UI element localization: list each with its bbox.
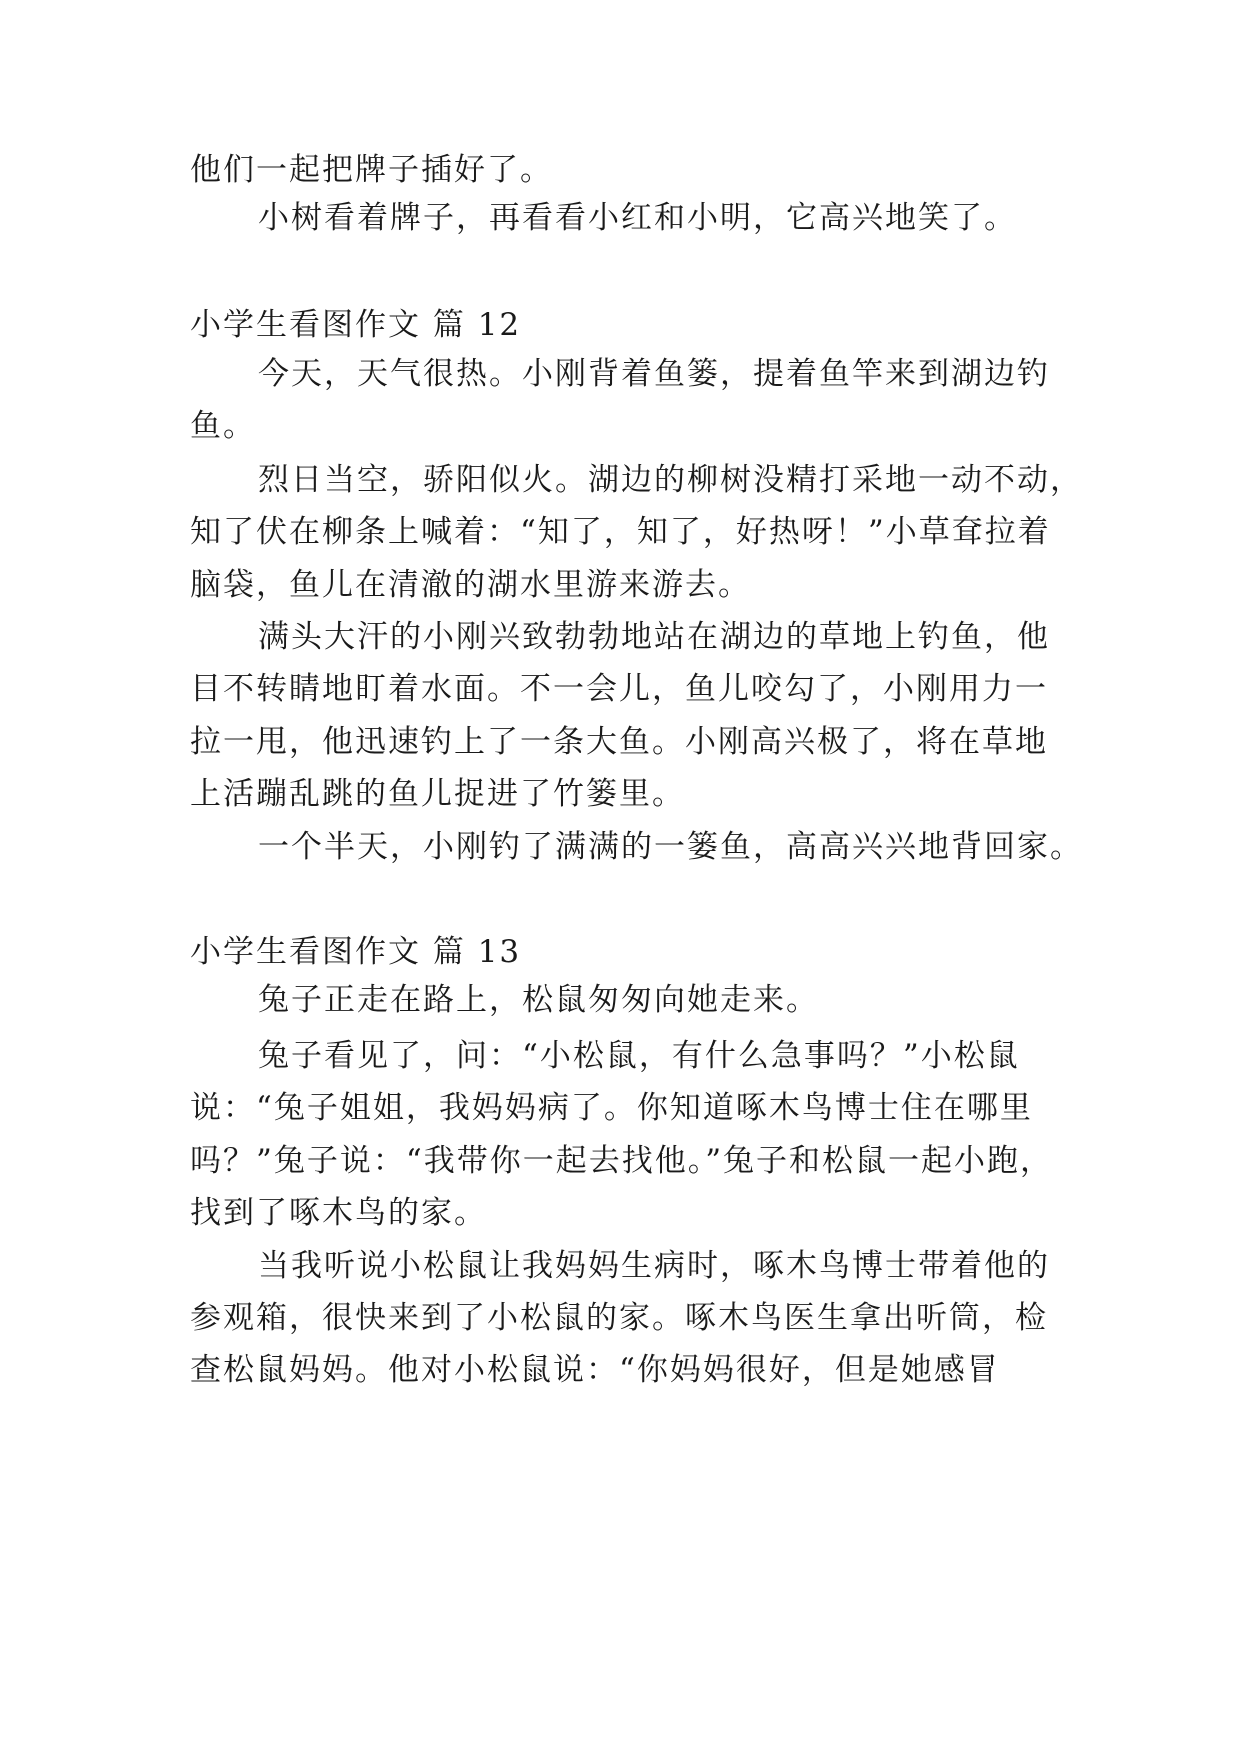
- text-line: 烈日当空，骄阳似火。湖边的柳树没精打采地一动不动，: [258, 462, 1083, 498]
- text-line: 知了伏在柳条上喊着：“知了，知了，好热呀！”小草耷拉着: [190, 514, 1051, 550]
- text-line: 满头大汗的小刚兴致勃勃地站在湖边的草地上钓鱼，他: [258, 619, 1050, 655]
- text-line: 找到了啄木鸟的家。: [190, 1195, 487, 1231]
- text-line: 今天，天气很热。小刚背着鱼篓，提着鱼竿来到湖边钓: [258, 356, 1050, 392]
- text-line: 当我听说小松鼠让我妈妈生病时，啄木鸟博士带着他的: [258, 1248, 1050, 1284]
- text-line: 吗？”兔子说：“我带你一起去找他。”兔子和松鼠一起小跑，: [190, 1143, 1054, 1179]
- text-line: 鱼。: [190, 408, 256, 444]
- text-line: 他们一起把牌子插好了。: [190, 152, 553, 188]
- text-line: 拉一甩，他迅速钓上了一条大鱼。小刚高兴极了，将在草地: [190, 724, 1048, 760]
- text-line: 小树看着牌子，再看看小红和小明，它高兴地笑了。: [258, 200, 1017, 236]
- text-line: 查松鼠妈妈。他对小松鼠说：“你妈妈很好，但是她感冒: [190, 1352, 1000, 1388]
- section-heading: 小学生看图作文 篇 13: [190, 934, 522, 970]
- text-line: 目不转睛地盯着水面。不一会儿，鱼儿咬勾了，小刚用力一: [190, 671, 1048, 707]
- text-line: 参观箱，很快来到了小松鼠的家。啄木鸟医生拿出听筒，检: [190, 1300, 1048, 1336]
- text-line: 一个半天，小刚钓了满满的一篓鱼，高高兴兴地背回家。: [258, 829, 1083, 865]
- text-line: 脑袋，鱼儿在清澈的湖水里游来游去。: [190, 567, 751, 603]
- text-line: 兔子正走在路上，松鼠匆匆向她走来。: [258, 982, 819, 1018]
- text-line: 说：“兔子姐姐，我妈妈病了。你知道啄木鸟博士住在哪里: [190, 1090, 1033, 1126]
- text-line: 上活蹦乱跳的鱼儿捉进了竹篓里。: [190, 776, 685, 812]
- text-line: 兔子看见了，问：“小松鼠，有什么急事吗？”小松鼠: [258, 1038, 1020, 1074]
- section-heading: 小学生看图作文 篇 12: [190, 307, 522, 343]
